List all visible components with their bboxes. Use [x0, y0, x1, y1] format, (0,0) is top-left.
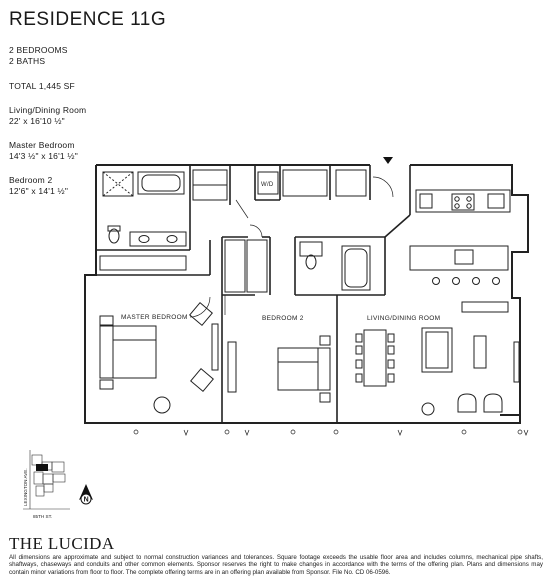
- outer-walls: [85, 165, 528, 423]
- bath2-fixtures: [300, 242, 370, 290]
- doors: [190, 177, 393, 317]
- room-name-bedroom2: Bedroom 2: [9, 175, 53, 185]
- north-arrow-icon: [79, 484, 93, 504]
- bedroom2-furniture: [228, 336, 330, 402]
- key-plan-street-85th: 85TH ST.: [33, 514, 53, 519]
- master-bath-fixtures: [100, 172, 186, 270]
- interior-walls: [96, 165, 410, 423]
- brand-logo: THE LUCIDA: [9, 534, 115, 553]
- room-size-master: 14'3 ½" x 16'1 ½": [9, 151, 78, 161]
- label-washer-dryer: W/D: [261, 182, 274, 188]
- label-master-bedroom: MASTER BEDROOM: [121, 314, 188, 321]
- legal-disclaimer: All dimensions are approximate and subject to normal construction variances and tolerances. Square footage exceeds the usable floor area and includes columns, mechanical pipe shafts, shaftways, chaseways and conduits and other common elements. Sponsor reserves the right to make changes in accordance with the terms of the offering plan. Plans and dimensions may contain minor variations from floor to floor. The complete offering terms are in an offering plan available from Sponsor. File No. CD 06-0596.: [9, 554, 543, 576]
- window-markers: [134, 430, 528, 435]
- bedrooms-count: 2 BEDROOMS: [9, 45, 68, 55]
- baths-count: 2 BATHS: [9, 56, 46, 66]
- label-living-dining: LIVING/DINING ROOM: [367, 315, 441, 322]
- label-bedroom-2: BEDROOM 2: [262, 315, 304, 322]
- residence-title: RESIDENCE 11G: [9, 9, 167, 30]
- unit-highlight: [36, 464, 48, 471]
- kitchen-counters: [410, 190, 510, 285]
- key-plan: [23, 450, 70, 509]
- total-square-feet: TOTAL 1,445 SF: [9, 81, 75, 91]
- room-size-bedroom2: 12'6" x 14'1 ½": [9, 186, 69, 196]
- key-plan-street-lexington: LEXINGTON AVE.: [23, 468, 28, 506]
- room-name-living: Living/Dining Room: [9, 105, 87, 115]
- north-label: N: [83, 496, 89, 504]
- room-name-master: Master Bedroom: [9, 140, 75, 150]
- entry-marker: [383, 157, 393, 164]
- room-size-living: 22' x 16'10 ½": [9, 116, 65, 126]
